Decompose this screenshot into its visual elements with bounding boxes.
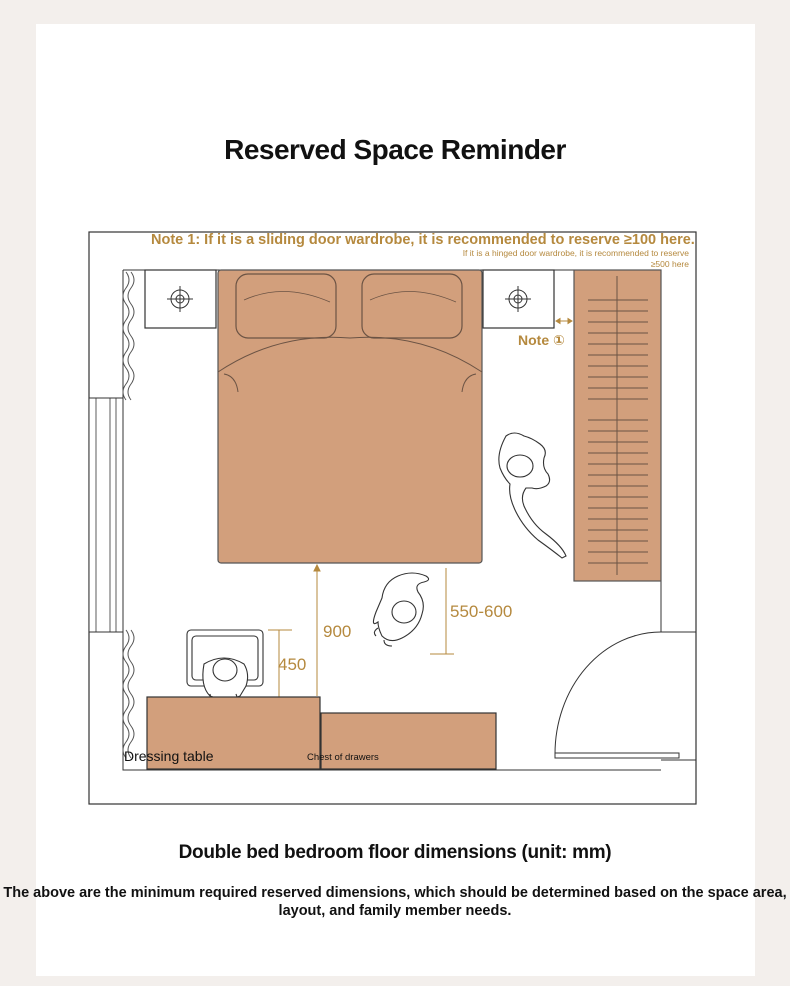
chest-of-drawers-label: Chest of drawers (307, 752, 379, 763)
curtain-icon (123, 272, 134, 758)
double-bed (218, 270, 482, 563)
note-sliding-door: Note 1: If it is a sliding door wardrobe, it is recommended to reserve ≥100 here. (151, 232, 695, 248)
note-arrow (556, 319, 572, 324)
wardrobe-icon (574, 270, 661, 581)
person-icon (373, 573, 428, 646)
dimension-label-900: 900 (323, 622, 352, 641)
door-swing-icon (555, 632, 679, 758)
window (89, 398, 123, 632)
note-hinged-door: If it is a hinged door wardrobe, it is recommended to reserve ≥500 here (462, 248, 689, 269)
nightstand-left (145, 270, 216, 328)
dressing-table-label: Dressing table (124, 748, 214, 764)
nightstand-right (483, 270, 554, 328)
dimension-label-450: 450 (278, 655, 307, 674)
dimension-bed-dresser (314, 565, 320, 696)
footnote: The above are the minimum required reserved dimensions, which should be determined based on the space area, layout, and family member needs. (3, 885, 787, 919)
dimension-label-walkway: 550-600 (450, 602, 513, 621)
note-marker: Note ① (518, 332, 565, 348)
page-title: Reserved Space Reminder (224, 134, 566, 165)
plan-caption: Double bed bedroom floor dimensions (unit: mm) (178, 842, 612, 863)
person-icon (499, 433, 566, 558)
